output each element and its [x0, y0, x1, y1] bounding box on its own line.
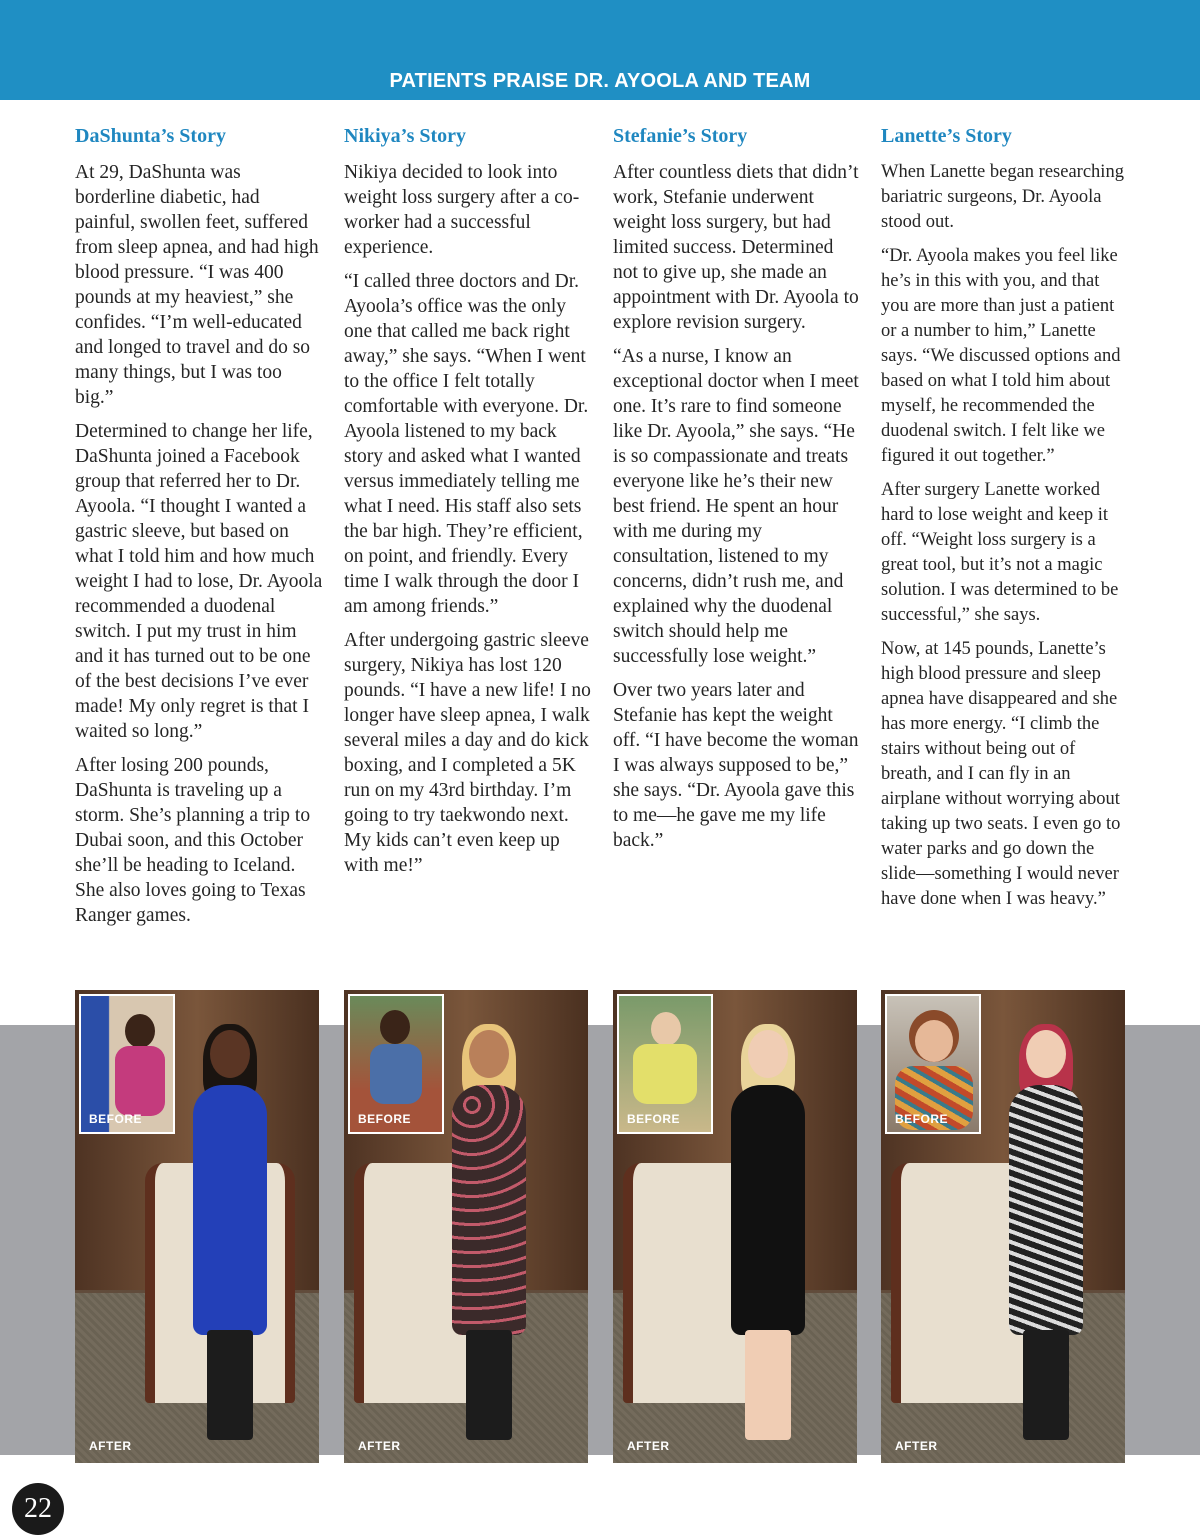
- story-heading: DaShunta’s Story: [75, 125, 226, 147]
- story-paragraph: “I called three doctors and Dr. Ayoola’s office was the only one that called me back right away,” she says. “When I went to the office I felt totally comfortable with everyone. Dr. Ayoola listened to my back story and asked what I wanted versus immediately telling me what I need. His staff also sets the bar high. They’re efficient, on point, and friendly. Every time I walk through the door I am among friends.”: [344, 271, 589, 617]
- before-label: BEFORE: [627, 1112, 681, 1126]
- person-figure: [1001, 1030, 1091, 1430]
- after-photo-stefanie: [613, 990, 857, 1463]
- after-label: AFTER: [89, 1439, 132, 1453]
- story-paragraph: “As a nurse, I know an exceptional doctor when I meet one. It’s rare to find someone like Dr. Ayoola,” she says. “He is so compassionate and treats everyone like he’s their new best friend. He spent an hour with me during my consultation, listened to my concerns, didn’t rush me, and explained why the duodenal switch should help me successfully lose weight.”: [613, 346, 859, 667]
- story-paragraph: When Lanette began researching bariatric surgeons, Dr. Ayoola stood out.: [881, 162, 1124, 232]
- story-paragraph: Determined to change her life, DaShunta joined a Facebook group that referred her to Dr. Ayoola. “I thought I wanted a gastric sleeve, but based on what I told him and how much weight I had to lose, Dr. Ayoola recommended a duodenal switch. I put my trust in him and it has turned out to be one of the best decisions I’ve ever made! My only regret is that I waited so long.”: [75, 421, 323, 742]
- story-paragraph: Nikiya decided to look into weight loss surgery after a co-worker had a successful experience.: [344, 162, 580, 258]
- before-photo-inset: [885, 994, 981, 1134]
- person-figure: [185, 1030, 275, 1430]
- story-paragraph: “Dr. Ayoola makes you feel like he’s in this with you, and that you are more than just a patient or a number to him,” Lanette says. “We discussed options and based on what I told him about myself, he recommended the duodenal switch. I felt like we figured it out together.”: [881, 246, 1121, 466]
- story-paragraph: Now, at 145 pounds, Lanette’s high blood pressure and sleep apnea have disappeared and she has more energy. “I climb the stairs without being out of breath, and I can fly in an airplane without worrying about taking up two seats. I even go to water parks and go down the slide—something I would never have done when I was heavy.”: [881, 639, 1121, 909]
- before-label: BEFORE: [895, 1112, 949, 1126]
- story-paragraph: After losing 200 pounds, DaShunta is traveling up a storm. She’s planning a trip to Dubai soon, and this October she’ll be heading to Iceland. She also loves going to Texas Ranger games.: [75, 755, 311, 926]
- story-column-lanette: [881, 124, 1129, 921]
- story-paragraph: Over two years later and Stefanie has kept the weight off. “I have become the woman I was always supposed to be,” she says. “Dr. Ayoola gave this to me—he gave me my life back.”: [613, 680, 859, 851]
- page-number: 22: [12, 1483, 64, 1535]
- before-photo-inset: [348, 994, 444, 1134]
- story-heading: Lanette’s Story: [881, 125, 1012, 147]
- after-photo-nikiya: [344, 990, 588, 1463]
- after-label: AFTER: [895, 1439, 938, 1453]
- story-column-nikiya: [344, 124, 592, 887]
- page-title: PATIENTS PRAISE DR. AYOOLA AND TEAM: [389, 70, 811, 92]
- story-column-stefanie: [613, 124, 861, 862]
- after-label: AFTER: [358, 1439, 401, 1453]
- after-photo-lanette: [881, 990, 1125, 1463]
- after-label: AFTER: [627, 1439, 670, 1453]
- story-paragraph: After undergoing gastric sleeve surgery, Nikiya has lost 120 pounds. “I have a new life! I no longer have sleep apnea, I walk several miles a day and do kick boxing, and I completed a 5K run on my 43rd birthday. I’m going to try taekwondo next. My kids can’t even keep up with me!”: [344, 630, 591, 876]
- story-column-dashunta: [75, 124, 323, 937]
- story-paragraph: At 29, DaShunta was borderline diabetic, had painful, swollen feet, suffered from sleep apnea, and had high blood pressure. “I was 400 pounds at my heaviest,” she confides. “I’m well-educated and longed to travel and do so many things, but I was too big.”: [75, 162, 319, 408]
- before-photo-inset: [617, 994, 713, 1134]
- story-heading: Nikiya’s Story: [344, 125, 467, 147]
- story-paragraph: After countless diets that didn’t work, Stefanie underwent weight loss surgery, but had limited success. Determined not to give up, she made an appointment with Dr. Ayoola to explore revision surgery.: [613, 162, 859, 333]
- before-label: BEFORE: [89, 1112, 143, 1126]
- person-figure: [723, 1030, 813, 1430]
- story-paragraph: After surgery Lanette worked hard to lose weight and keep it off. “Weight loss surgery is a great tool, but it’s not a magic solution. I was determined to be successful,” she says.: [881, 480, 1119, 625]
- before-label: BEFORE: [358, 1112, 412, 1126]
- after-photo-dashunta: [75, 990, 319, 1463]
- before-photo-inset: [79, 994, 175, 1134]
- person-figure: [444, 1030, 534, 1430]
- header-banner: [0, 0, 1200, 100]
- story-heading: Stefanie’s Story: [613, 125, 748, 147]
